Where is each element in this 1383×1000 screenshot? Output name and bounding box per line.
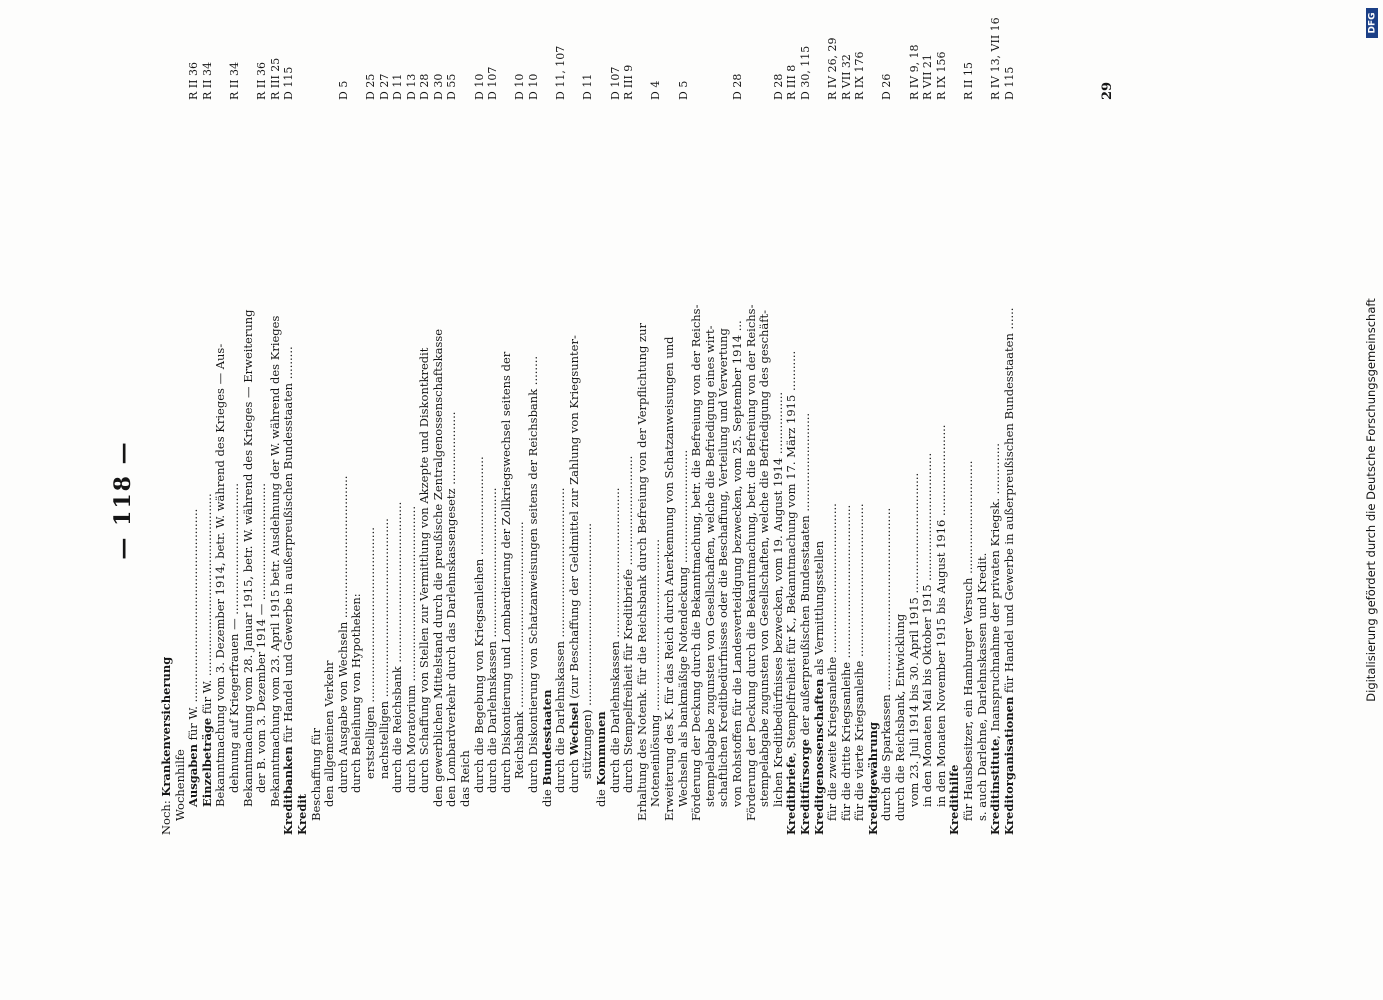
index-entry bbox=[906, 44, 922, 835]
entry-reference: R II 36 bbox=[187, 62, 201, 100]
entry-text-part: Noch: bbox=[159, 796, 173, 835]
entry-text bbox=[690, 305, 704, 821]
index-entry bbox=[403, 73, 419, 835]
index-entry bbox=[961, 62, 976, 835]
entry-reference: R IX 176 bbox=[853, 51, 867, 100]
index-entry bbox=[362, 73, 378, 835]
dfg-logo bbox=[1366, 8, 1378, 38]
entry-text bbox=[948, 765, 962, 835]
entry-text bbox=[214, 344, 228, 807]
entry-text-part: für Handel und Gewerbe in außerpreußischen Bundesstaaten ...... bbox=[1001, 307, 1016, 697]
entry-reference: D 28 bbox=[730, 73, 744, 100]
index-entry bbox=[675, 80, 691, 835]
index-entry bbox=[376, 73, 392, 835]
entry-text-part: Beschaffung für bbox=[308, 727, 323, 821]
entry-text bbox=[962, 461, 976, 821]
entry-text-part: als Vermittlungsstellen bbox=[811, 540, 826, 679]
entry-text-part: vom 23. Juli 1914 bis 30. April 1915 ................................. bbox=[906, 472, 921, 807]
entry-text-part: durch Schaffung von Stellen zur Vermittlung von Akzepte und Diskontkredit bbox=[417, 347, 432, 793]
index-entry bbox=[704, 135, 718, 835]
entry-text bbox=[391, 502, 405, 793]
entry-keyword: Kreditbanken bbox=[281, 746, 296, 835]
index-entry bbox=[541, 135, 555, 835]
entry-text bbox=[350, 593, 364, 793]
entry-text bbox=[282, 346, 296, 835]
entry-reference: D 115 bbox=[1002, 66, 1016, 100]
entry-text-part: Noteneinlösung ............................................... bbox=[648, 539, 663, 807]
entry-text-part: durch Stempelfreiheit für Kreditbriefe .............................. bbox=[621, 455, 636, 793]
entry-keyword: Wechsel bbox=[566, 702, 581, 756]
index-entry bbox=[988, 17, 1003, 835]
entry-text bbox=[908, 473, 922, 807]
index-entry bbox=[1001, 66, 1017, 835]
entry-text bbox=[201, 493, 215, 807]
entry-text bbox=[894, 614, 908, 821]
index-entry bbox=[242, 135, 256, 835]
entry-keyword: Kreditgenossenschaften bbox=[811, 678, 826, 835]
entry-keyword: Kommunen bbox=[594, 711, 608, 786]
entry-keyword: Kredithilfe bbox=[947, 764, 962, 835]
index-entry bbox=[226, 62, 242, 835]
entry-keyword: Kreditorganisationen bbox=[1001, 696, 1016, 835]
entry-reference: D 10 bbox=[472, 73, 486, 100]
index-entry bbox=[648, 80, 663, 835]
index-entry bbox=[894, 135, 908, 835]
entry-text-part: Bekanntmachung vom 23. April 1915 betr. Ausdehnung der W. während des Krieges bbox=[267, 315, 282, 807]
entry-text-part: schaftlichen Kreditbedürfnisses oder die Beschaffung, Verteilung und Verwertung bbox=[716, 328, 731, 807]
entry-text bbox=[418, 348, 432, 793]
index-entry bbox=[417, 73, 432, 835]
entry-reference: D 10 bbox=[513, 73, 527, 100]
entry-reference: D 5 bbox=[676, 80, 690, 100]
entry-reference: D 27 bbox=[377, 73, 391, 100]
entry-reference: D 30, 115 bbox=[798, 45, 812, 100]
index-entry bbox=[948, 135, 962, 835]
entry-text bbox=[445, 412, 459, 807]
entry-text-part: stempelabgabe zugunsten von Gesellschaften, welche die Befriedigung eines wirt- bbox=[702, 325, 717, 807]
entry-reference: D 4 bbox=[649, 80, 663, 100]
entry-text-part: für Hausbesitzer, ein Hamburger Versuch ............................... bbox=[961, 460, 976, 821]
index-entry bbox=[717, 135, 731, 835]
index-entry bbox=[500, 135, 514, 835]
index-entry bbox=[512, 73, 527, 835]
entry-text bbox=[378, 518, 392, 779]
entry-reference: R IV 26, 29 bbox=[826, 37, 840, 100]
entry-text-part: erststelligen ................................................ bbox=[362, 527, 377, 779]
index-entry bbox=[933, 51, 949, 835]
entry-text bbox=[554, 488, 568, 793]
index-entry bbox=[879, 73, 894, 835]
entry-keyword: Einzelbeträge bbox=[199, 717, 214, 807]
entry-reference: D 25 bbox=[363, 73, 377, 100]
entry-text bbox=[622, 456, 636, 793]
entry-text bbox=[867, 722, 881, 835]
index-entry bbox=[976, 135, 990, 835]
entry-text-part: durch bbox=[566, 755, 581, 793]
entry-text bbox=[717, 328, 731, 807]
entry-text bbox=[799, 413, 813, 835]
entry-reference: R VII 21 bbox=[921, 54, 935, 100]
entry-keyword: Kredit bbox=[294, 793, 309, 835]
entry-text-part: für W. ..................................................... bbox=[186, 508, 201, 745]
entry-text bbox=[568, 335, 582, 793]
index-entry bbox=[160, 135, 174, 835]
entry-text-part: Bekanntmachung vom 3. Dezember 1914, betr. W. während des Krieges — Aus- bbox=[213, 343, 228, 807]
entry-reference: R II 34 bbox=[200, 62, 214, 100]
index-entry bbox=[797, 45, 813, 835]
entry-reference: D 11 bbox=[391, 73, 405, 100]
entry-text-part: den Lombardverkehr durch das Darlehnskassengesetz .................... bbox=[444, 411, 459, 807]
entry-text bbox=[486, 488, 500, 793]
entry-text-part: durch die Reichsbank ............................................ bbox=[390, 501, 405, 793]
entry-text bbox=[758, 310, 772, 807]
index-entry bbox=[607, 66, 623, 835]
entry-text bbox=[813, 541, 827, 835]
index-entry bbox=[690, 135, 704, 835]
entry-text-part: durch die Begebung von Kriegsanleihen ........................... bbox=[471, 456, 486, 793]
digitization-credit: Digitalisierung gefördert durch die Deutsche Forschungsgemeinschaft bbox=[1364, 298, 1378, 702]
entry-text bbox=[677, 450, 691, 807]
index-entry bbox=[770, 73, 786, 835]
entry-keyword: Bundesstaaten bbox=[539, 689, 554, 786]
entry-text-part: das Reich bbox=[458, 750, 473, 807]
index-entry bbox=[553, 45, 568, 835]
entry-text-part: s. auch Darlehne, Darlehnskassen und Kredit. bbox=[974, 552, 989, 821]
entry-text bbox=[880, 508, 894, 821]
entry-reference: D 11 bbox=[581, 73, 595, 100]
index-entry bbox=[323, 135, 337, 835]
entry-text-part: stützungen) .................................................. bbox=[580, 523, 595, 779]
entry-text bbox=[921, 453, 935, 807]
entry-text-part: den gewerblichen Mittelstand durch die preußische Zentralgenossenschaftskasse bbox=[430, 328, 445, 807]
entry-text-part: durch Moratorium ................................................ bbox=[403, 506, 418, 793]
entry-text bbox=[989, 443, 1003, 835]
dfg-logo-text: DFG bbox=[1367, 12, 1378, 34]
index-entry bbox=[758, 135, 772, 835]
index-entry bbox=[174, 135, 188, 835]
entry-text-part: der B. vom 3. Dezember 1914 — ................................ bbox=[254, 483, 269, 793]
entry-text-part: für W. .................................................. bbox=[199, 493, 214, 718]
entry-text bbox=[255, 483, 269, 793]
entry-text-part: in den Monaten Mai bis Oktober 1915 ................................... bbox=[920, 452, 935, 807]
entry-text bbox=[704, 325, 718, 807]
entry-reference: R II 36 bbox=[255, 62, 269, 100]
entry-reference: R III 8 bbox=[785, 64, 799, 100]
index-entry bbox=[350, 135, 364, 835]
entry-text-part: durch Diskontierung und Lombardierung der Zollkriegswechsel seitens der bbox=[498, 351, 513, 793]
index-entry bbox=[254, 62, 269, 835]
entry-text-part: für Handel und Gewerbe in außerpreußischen Bundesstaaten ......... bbox=[281, 346, 296, 747]
entry-keyword: Kreditbriefe bbox=[784, 755, 799, 835]
entry-text-part: von Rohstoffen für die Landesverteidigung bezwecken, vom 25. September 1914 ... bbox=[729, 320, 744, 807]
entry-keyword: Kreditgewährung bbox=[865, 722, 880, 835]
index-entry bbox=[459, 135, 473, 835]
entry-text bbox=[840, 505, 854, 821]
signature-mark: 29 bbox=[1100, 81, 1115, 100]
entry-text-part: dehnung auf Kriegerfrauen — .................................... bbox=[226, 483, 241, 793]
entry-text bbox=[826, 503, 840, 821]
entry-keyword: Ausgaben bbox=[186, 744, 201, 807]
entry-text-part: lichen Kreditbedürfnisses bezwecken, vom 19. August 1914 ................. bbox=[770, 391, 785, 807]
entry-text-part: Wochenhilfe bbox=[172, 749, 187, 821]
entry-text bbox=[269, 316, 283, 807]
entry-text-part: (zur Beschaffung der Geldmittel zur Zahlung von Kriegsunter- bbox=[566, 335, 581, 703]
index-entry bbox=[852, 51, 867, 835]
entry-text-part: durch die Reichsbank, Entwicklung bbox=[893, 613, 908, 821]
entry-text-part: für die zweite Kriegsanleihe ......................................... bbox=[825, 503, 840, 821]
index-entries bbox=[159, 17, 1016, 835]
entry-keyword: Krankenversicherung bbox=[159, 656, 173, 797]
index-entry bbox=[784, 64, 799, 835]
entry-text bbox=[337, 476, 351, 793]
entry-reference: D 11, 107 bbox=[554, 45, 568, 100]
entry-text bbox=[296, 794, 310, 835]
index-entry bbox=[485, 66, 500, 835]
index-entry bbox=[335, 80, 351, 835]
entry-reference: R II 15 bbox=[962, 62, 976, 100]
entry-text bbox=[242, 309, 256, 807]
index-entry bbox=[621, 64, 636, 835]
entry-text-part: durch die Darlehnskassen ......................................... bbox=[553, 487, 568, 793]
index-entry bbox=[745, 135, 759, 835]
entry-text bbox=[541, 690, 555, 807]
entry-reference: D 30 bbox=[431, 73, 445, 100]
entry-reference: R III 25 bbox=[268, 57, 282, 100]
entry-text bbox=[513, 521, 527, 779]
index-entry bbox=[920, 54, 935, 835]
entry-text bbox=[745, 305, 759, 821]
entry-text bbox=[581, 523, 595, 779]
entry-reference: D 55 bbox=[445, 73, 459, 100]
index-entry bbox=[526, 73, 541, 835]
entry-keyword: Kreditfürsorge bbox=[797, 738, 812, 835]
entry-text bbox=[731, 320, 745, 807]
entry-reference: D 115 bbox=[282, 66, 296, 100]
entry-text bbox=[160, 657, 174, 835]
entry-text bbox=[174, 749, 188, 821]
index-entry bbox=[580, 73, 595, 835]
entry-text bbox=[772, 392, 786, 807]
entry-reference: R II 34 bbox=[227, 62, 241, 100]
entry-text-part: durch Beleihung von Hypotheken: bbox=[349, 593, 364, 793]
index-entry bbox=[838, 54, 854, 835]
index-entry bbox=[568, 135, 582, 835]
index-entry bbox=[813, 135, 827, 835]
entry-text bbox=[432, 329, 446, 807]
entry-text-part: Wechseln als bankmäßige Notendeckung ............................... bbox=[675, 449, 690, 807]
entry-reference: R VII 32 bbox=[839, 54, 853, 100]
entry-text-part: , Stempelfreiheit für K., Bekanntmachung vom 17. März 1915 ........... bbox=[784, 350, 799, 756]
page-number-header: — 118 — bbox=[110, 440, 136, 560]
index-entry bbox=[281, 66, 296, 835]
entry-text bbox=[609, 488, 623, 793]
entry-text-part: durch Ausgabe von Wechseln ....................................... bbox=[335, 475, 350, 793]
entry-reference: R IV 9, 18 bbox=[907, 44, 921, 100]
index-entry bbox=[825, 37, 840, 835]
entry-text-part: für die vierte Kriegsanleihe .......................................... bbox=[852, 503, 867, 821]
entry-text bbox=[976, 553, 990, 821]
index-entry bbox=[296, 135, 310, 835]
entry-text-part: durch die Darlehnskassen ......................................... bbox=[485, 487, 500, 793]
entry-text-part: Reichsbank ................................................... bbox=[512, 521, 527, 779]
entry-reference: R III 9 bbox=[622, 64, 636, 100]
entry-reference: D 13 bbox=[404, 73, 418, 100]
index-entry bbox=[867, 135, 881, 835]
entry-text-part: Erhaltung des Notenk. für die Reichsbank durch Befreiung von der Verpflichtung zur bbox=[634, 323, 649, 821]
entry-text bbox=[935, 425, 949, 807]
entry-reference: D 107 bbox=[608, 66, 622, 100]
index-entry bbox=[214, 135, 228, 835]
entry-text bbox=[853, 503, 867, 821]
index-entry bbox=[186, 62, 201, 835]
index-entry bbox=[663, 135, 677, 835]
entry-text-part: stempelabgabe zugunsten von Gesellschaften, welche die Befriedigung des geschäft- bbox=[757, 309, 772, 807]
entry-text bbox=[1003, 308, 1017, 835]
entry-text-part: die bbox=[539, 785, 554, 807]
entry-text bbox=[473, 456, 487, 793]
entry-keyword: Kreditinstitute bbox=[988, 738, 1003, 835]
entry-text bbox=[187, 509, 201, 807]
entry-reference: D 26 bbox=[880, 73, 894, 100]
index-entry bbox=[199, 62, 215, 835]
entry-text bbox=[785, 351, 799, 835]
entry-text bbox=[405, 506, 419, 793]
entry-text-part: Erweiterung des K. für das Reich durch Anerkennung von Schatzanweisungen und bbox=[661, 336, 676, 821]
entry-reference: D 107 bbox=[486, 66, 500, 100]
entry-text bbox=[459, 750, 473, 807]
entry-text-part: in den Monaten November 1915 bis August 1916 ......................... bbox=[933, 424, 948, 807]
index-entry bbox=[729, 73, 745, 835]
entry-text bbox=[595, 711, 609, 807]
entry-text bbox=[663, 337, 677, 822]
index-entry bbox=[636, 135, 650, 835]
index-entry bbox=[444, 73, 459, 835]
entry-reference: D 28 bbox=[771, 73, 785, 100]
index-entry bbox=[430, 73, 446, 835]
entry-text-part: durch Diskontierung von Schatzanweisungen seitens der Reichsbank ........ bbox=[526, 355, 541, 793]
index-entry bbox=[267, 57, 283, 835]
entry-text-part: Bekanntmachung vom 28. Januar 1915, betr. W. während des Krieges — Erweiterung bbox=[240, 309, 255, 807]
entry-reference: R IX 156 bbox=[934, 51, 948, 100]
entry-text-part: durch die Sparkassen .................................................. bbox=[879, 507, 894, 821]
entry-text-part: Förderung der Deckung durch die Bekanntmachung, betr. die Befreiung von der Reichs- bbox=[689, 304, 704, 821]
entry-text bbox=[228, 483, 242, 793]
entry-text bbox=[636, 323, 650, 821]
entry-reference: D 5 bbox=[336, 80, 350, 100]
entry-reference: D 28 bbox=[418, 73, 432, 100]
entry-text bbox=[527, 356, 541, 793]
entry-text bbox=[310, 728, 324, 821]
index-entry bbox=[390, 73, 405, 835]
entry-text-part: Förderung der Deckung durch die Bekanntmachung, betr. die Befreiung von der Reichs- bbox=[743, 304, 758, 821]
entry-text-part: den allgemeinen Verkehr bbox=[322, 660, 337, 807]
entry-text bbox=[364, 527, 378, 779]
entry-text bbox=[500, 352, 514, 793]
entry-text-part: für die dritte Kriegsanleihe .......................................... bbox=[838, 504, 853, 821]
entry-text-part: die bbox=[594, 785, 608, 807]
index-entry bbox=[595, 135, 609, 835]
entry-text-part: durch die Darlehnskassen ......................................... bbox=[607, 487, 622, 793]
index-entry bbox=[471, 73, 487, 835]
entry-text-part: nachstelligen ................................................. bbox=[376, 518, 391, 779]
entry-text bbox=[323, 660, 337, 807]
index-entry bbox=[310, 135, 324, 835]
entry-text-part: der außerpreußischen Bundesstaaten ........................... bbox=[797, 412, 812, 739]
entry-text-part: , Inanspruchnahme der privaten Kriegsk. .............. bbox=[988, 443, 1003, 739]
entry-text bbox=[649, 539, 663, 807]
entry-reference: R IV 13, VII 16 bbox=[989, 17, 1003, 100]
entry-reference: D 10 bbox=[527, 73, 541, 100]
